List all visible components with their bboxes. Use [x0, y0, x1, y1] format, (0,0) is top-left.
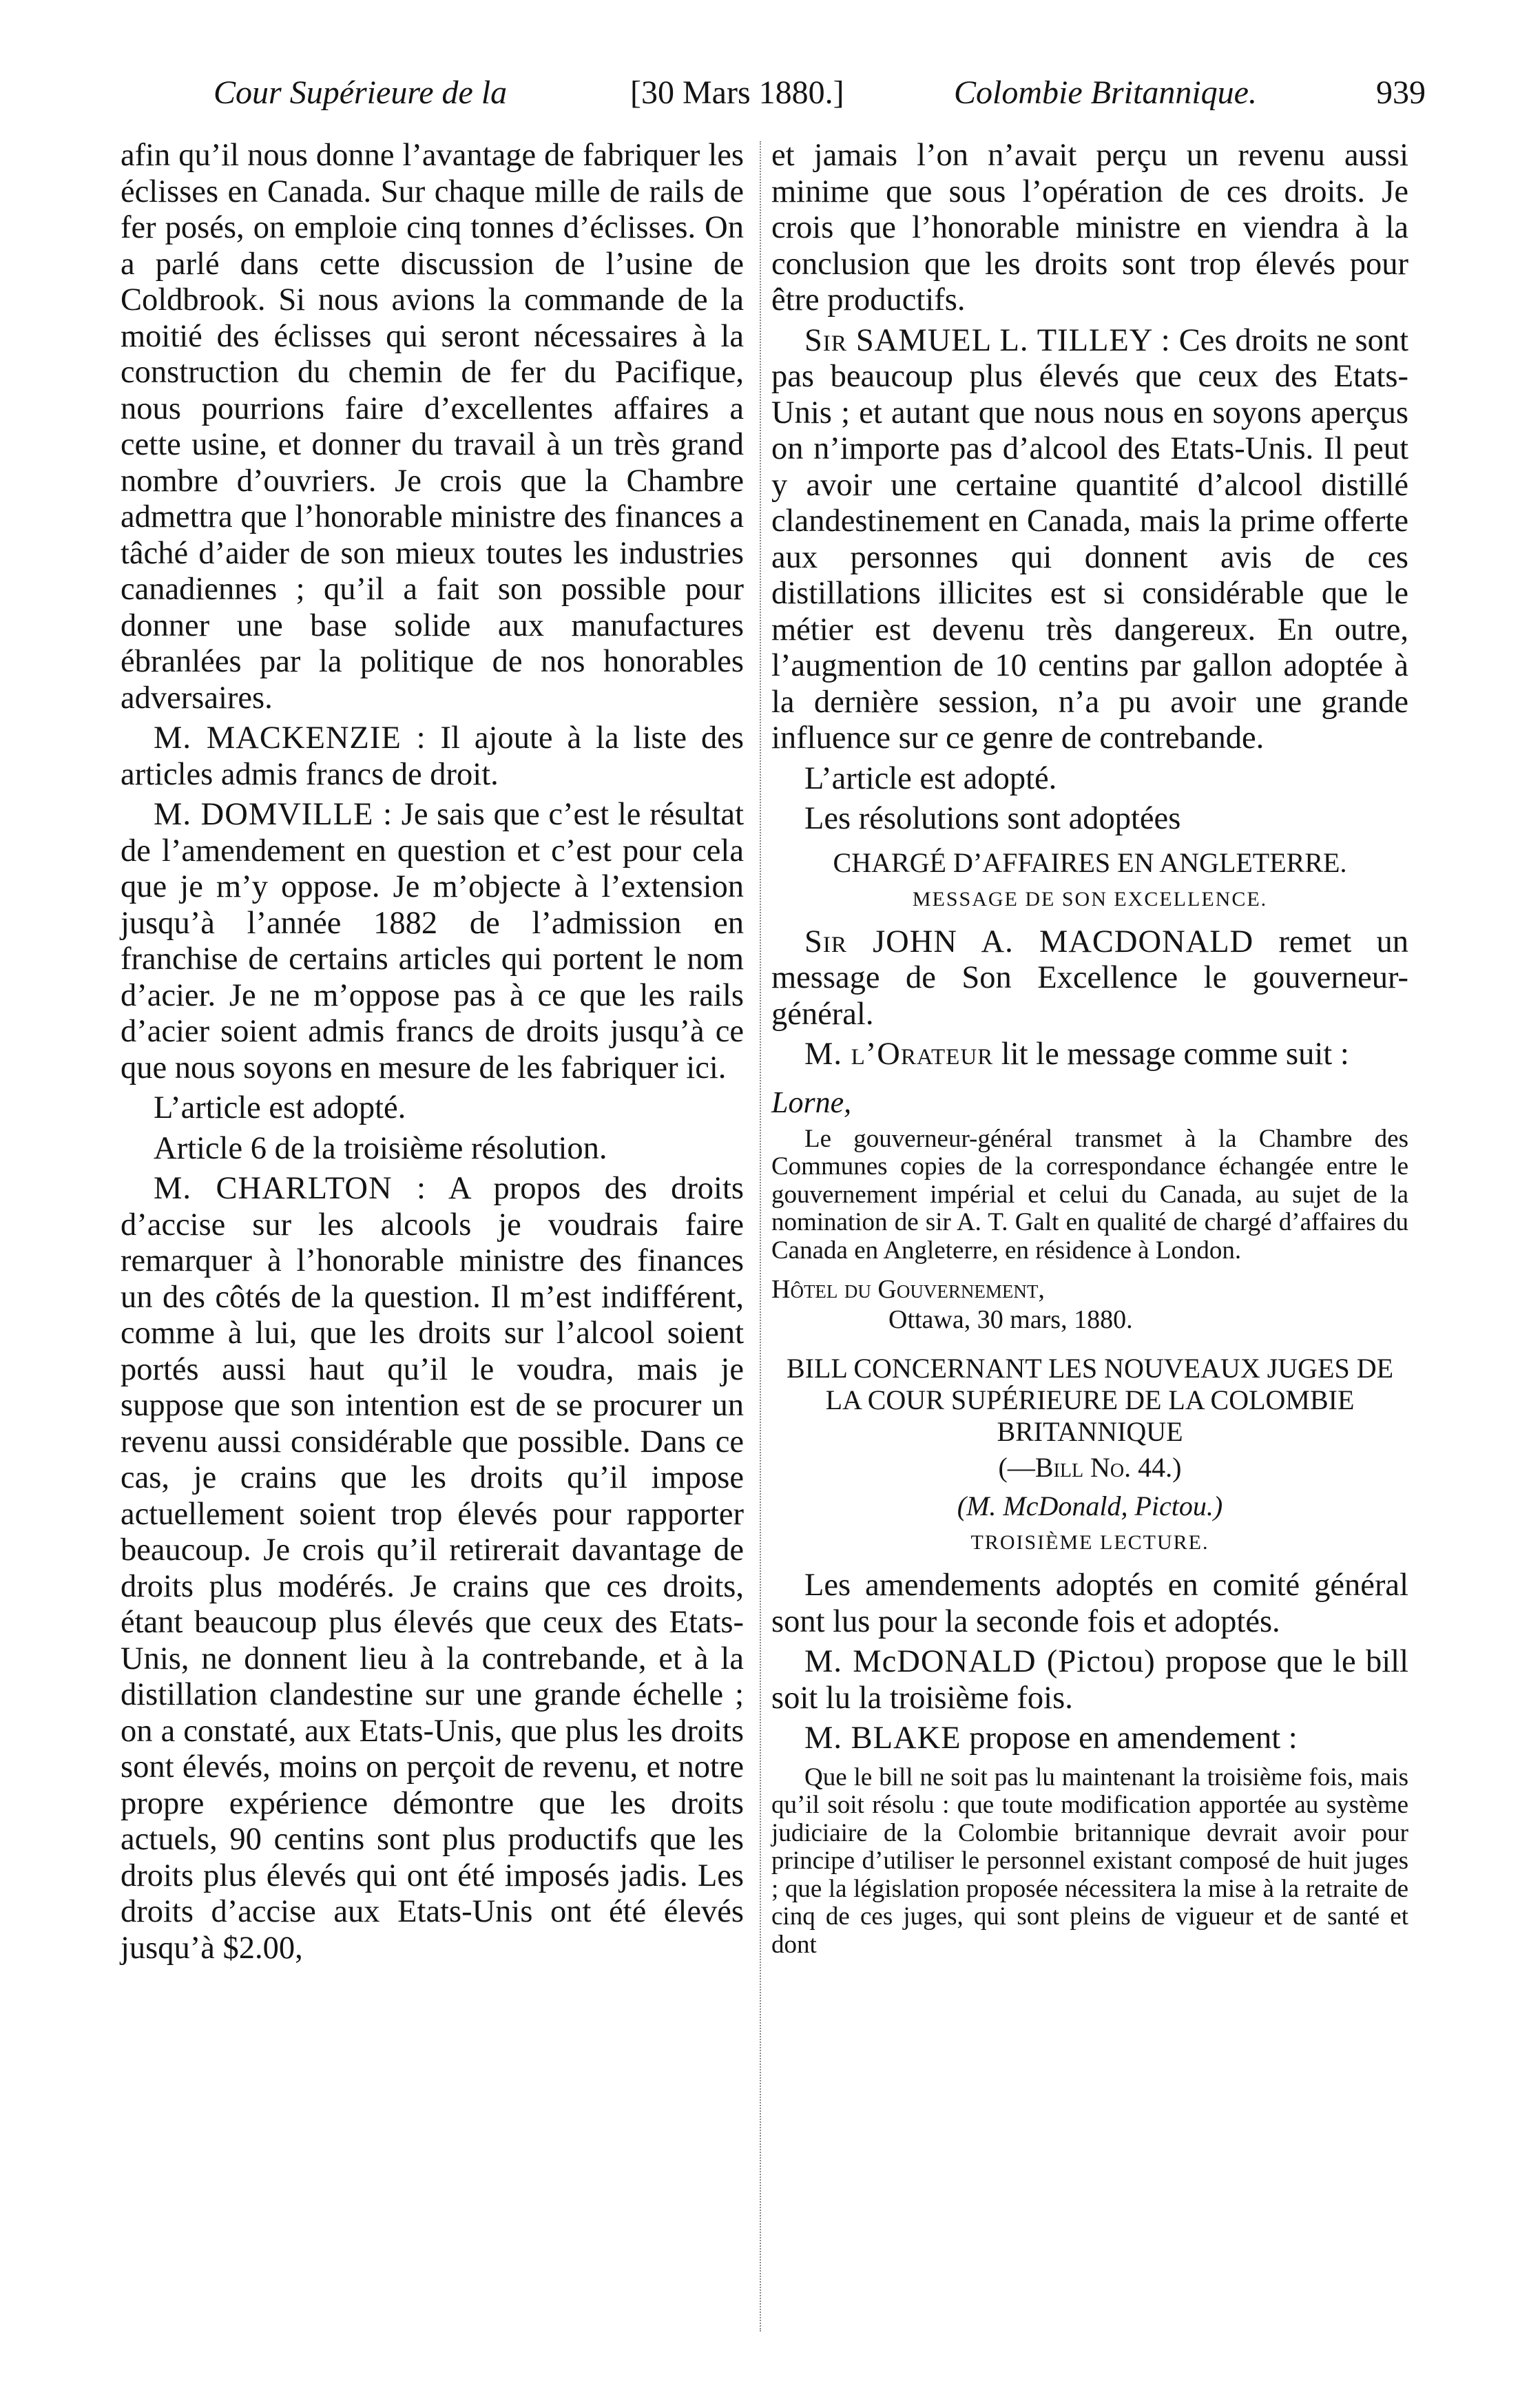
paragraph-article-adopted: L’article est adopté. [154, 1090, 406, 1125]
paragraph-continuation: afin qu’il nous donne l’avantage de fabriquer les éclisses en Canada. Sur chaque mille de rails de fer posés, on emploie cinq tonnes d’éclisses. On a parlé dans cette discussion de l’usine de Coldbrook. Si nous avions la commande de la moitié des éclisses qui seront nécessaires à la construction du chemin de fer du Pacifique, nous pourrions faire d’excellentes affaires a cette usine, et donner du travail à un très grand nombre d’ouvriers. Je crois que la Chambre admettra que l’honorable ministre des finances a tâché d’aider de son mieux toutes les industries canadiennes ; qu’il a fait son possible pour donner une base solide aux manufactures ébranlées par la politique de nos honorables adversaires. [121, 138, 744, 716]
paragraph-amendments-read: Les amendements adoptés en comité général sont lus pour la seconde fois et adoptés. [771, 1568, 1408, 1639]
paragraph-orateur [771, 1037, 1408, 1073]
speaker-name: M. CHARLTON : [154, 1171, 426, 1206]
message-text: Le gouverneur-général transmet à la Chambre des Communes copies de la correspondance échangée entre le gouvernement impérial et celui du Canada, au sujet de la nomination de sir A. T. Galt en qualité de chargé d’affaires du Canada en Angleterre, en résidence à London. [771, 1124, 1408, 1265]
speech-text: remet un message de Son Excellence le gouverneur-général. [771, 924, 1408, 1032]
bill-number: (—Bill No. 44.) [998, 1452, 1182, 1483]
speaker-name: M. l’Orateur [804, 1037, 994, 1072]
section-heading-charge-affaires: CHARGÉ D’AFFAIRES EN ANGLETERRE. [833, 846, 1347, 878]
paragraph-continuation: et jamais l’on n’avait perçu un revenu aussi minime que sous l’opération de ces droits. Je crois que l’honorable ministre en viendra à la conclusion que les droits sont trop élevés pour être productifs. [771, 138, 1408, 318]
speaker-name: M. BLAKE [804, 1721, 961, 1756]
speech-text: propose en amendement : [969, 1721, 1298, 1756]
header-date: [30 Mars 1880.] [630, 74, 844, 111]
speaker-name: M. McDONALD (Pictou) [804, 1644, 1156, 1679]
running-header [131, 62, 1426, 124]
speaker-name: Sir SAMUEL L. TILLEY : [804, 322, 1171, 358]
speech-text: Je sais que c’est le résultat de l’amendement en question et c’est pour cela que je m’y oppose. Je m’objecte à l’extension jusqu’à l’année 1882 de l’admission en franchise de certains articles qui portent le nom d’acier. Je ne m’oppose pas à ce que les rails d’acier soient admis francs de droits jusqu’à ce que nous soyons en mesure de les fabriquer ici. [121, 797, 744, 1085]
left-column [121, 138, 744, 2362]
speech-text: lit le message comme suit : [1001, 1037, 1349, 1072]
page-number: 939 [1376, 74, 1426, 111]
paragraph-domville [121, 797, 744, 1086]
paragraph-charlton [121, 1171, 744, 1966]
right-column [771, 138, 1408, 2362]
bill-sponsor: (M. McDonald, Pictou.) [957, 1490, 1223, 1521]
section-subheading-message: MESSAGE DE SON EXCELLENCE. [912, 887, 1268, 911]
speaker-name: M. DOMVILLE : [154, 797, 393, 832]
header-right-title: Colombie Britannique. [954, 74, 1257, 111]
speech-text: propose que le bill soit lu la troisième fois. [771, 1644, 1408, 1716]
paragraph-macdonald [771, 924, 1408, 1033]
paragraph-tilley [771, 323, 1408, 757]
speech-text: Ces droits ne sont pas beaucoup plus élevés que ceux des Etats-Unis ; et autant que nous nous en soyons aperçus on n’importe pas d’alcool des Etats-Unis. Il peut y avoir une certaine quantité d’alcool distillé clandestinement en Canada, mais la prime offerte aux personnes qui donnent avis de ces distillations illicites est si considérable que le métier est devenu très dangereux. En outre, l’augmention de 10 centins par gallon adoptée à la dernière session, n’a pu avoir une grande influence sur ce genre de contrebande. [771, 322, 1409, 756]
paragraph-blake [771, 1721, 1408, 1757]
message-signature: Lorne, [771, 1085, 852, 1119]
paragraph-mackenzie [121, 720, 744, 793]
paragraph-article-adopted: L’article est adopté. [804, 760, 1057, 796]
paragraph-mcdonald-pictou [771, 1644, 1408, 1716]
speech-text: A propos des droits d’accise sur les alcools je voudrais faire remarquer à l’honorable ministre des finances un des côtés de la question. Il m’est indifférent, comme à lui, que les droits sur l’alcool soient portés aussi haut qu’il le voudra, mais je suppose que son intention est de se procurer un revenu aussi considérable que possible. Dans ce cas, je crains que les droits qu’il impose actuellement soient trop élevés pour rapporter beaucoup. Je crois qu’il retirerait davantage de droits plus modérés. Je crains que ces droits, étant beaucoup plus élevés que ceux des Etats-Unis, ne donnent lieu à la contrebande, et à la distillation clandestine sur une grande échelle ; on a constaté, aux Etats-Unis, que plus les droits sont élevés, moins on perçoit de revenu, et notre propre expérience démontre que les droits actuels, 90 centins sont plus productifs que les droits plus élevés qui ont été imposés jadis. Les droits d’accise aux Etats-Unis ont été élevés jusqu’à $2.00, [121, 1171, 744, 1966]
section-heading-bill: BILL CONCERNANT LES NOUVEAUX JUGES DE LA COUR SUPÉRIEURE DE LA COLOMBIE BRITANNIQUE [786, 1353, 1394, 1447]
speaker-name: M. MACKENZIE : [154, 720, 426, 756]
column-divider [760, 141, 761, 2331]
message-date-line: Ottawa, 30 mars, 1880. [888, 1305, 1133, 1334]
message-place-line: Hôtel du Gouvernement, [771, 1275, 1045, 1304]
header-left-title: Cour Supérieure de la [214, 74, 508, 111]
speech-text: Il ajoute à la liste des articles admis francs de droit. [121, 720, 744, 792]
speaker-name: Sir JOHN A. MACDONALD [804, 924, 1254, 959]
section-subheading-third-reading: TROISIÈME LECTURE. [970, 1531, 1209, 1554]
amendment-text: Que le bill ne soit pas lu maintenant la troisième fois, mais qu’il soit résolu : que toute modification apportée au système judiciaire de la Colombie britannique devrait avoir pour principe d’utiliser le personnel existant composé de huit juges ; que la législation proposée nécessitera la mise à la retraite de cinq de ces juges, qui sont pleins de vigueur et de santé et dont [771, 1763, 1408, 1959]
paragraph-resolutions-adopted: Les résolutions sont adoptées [804, 801, 1181, 836]
paragraph-article-6: Article 6 de la troisième résolution. [154, 1130, 607, 1166]
